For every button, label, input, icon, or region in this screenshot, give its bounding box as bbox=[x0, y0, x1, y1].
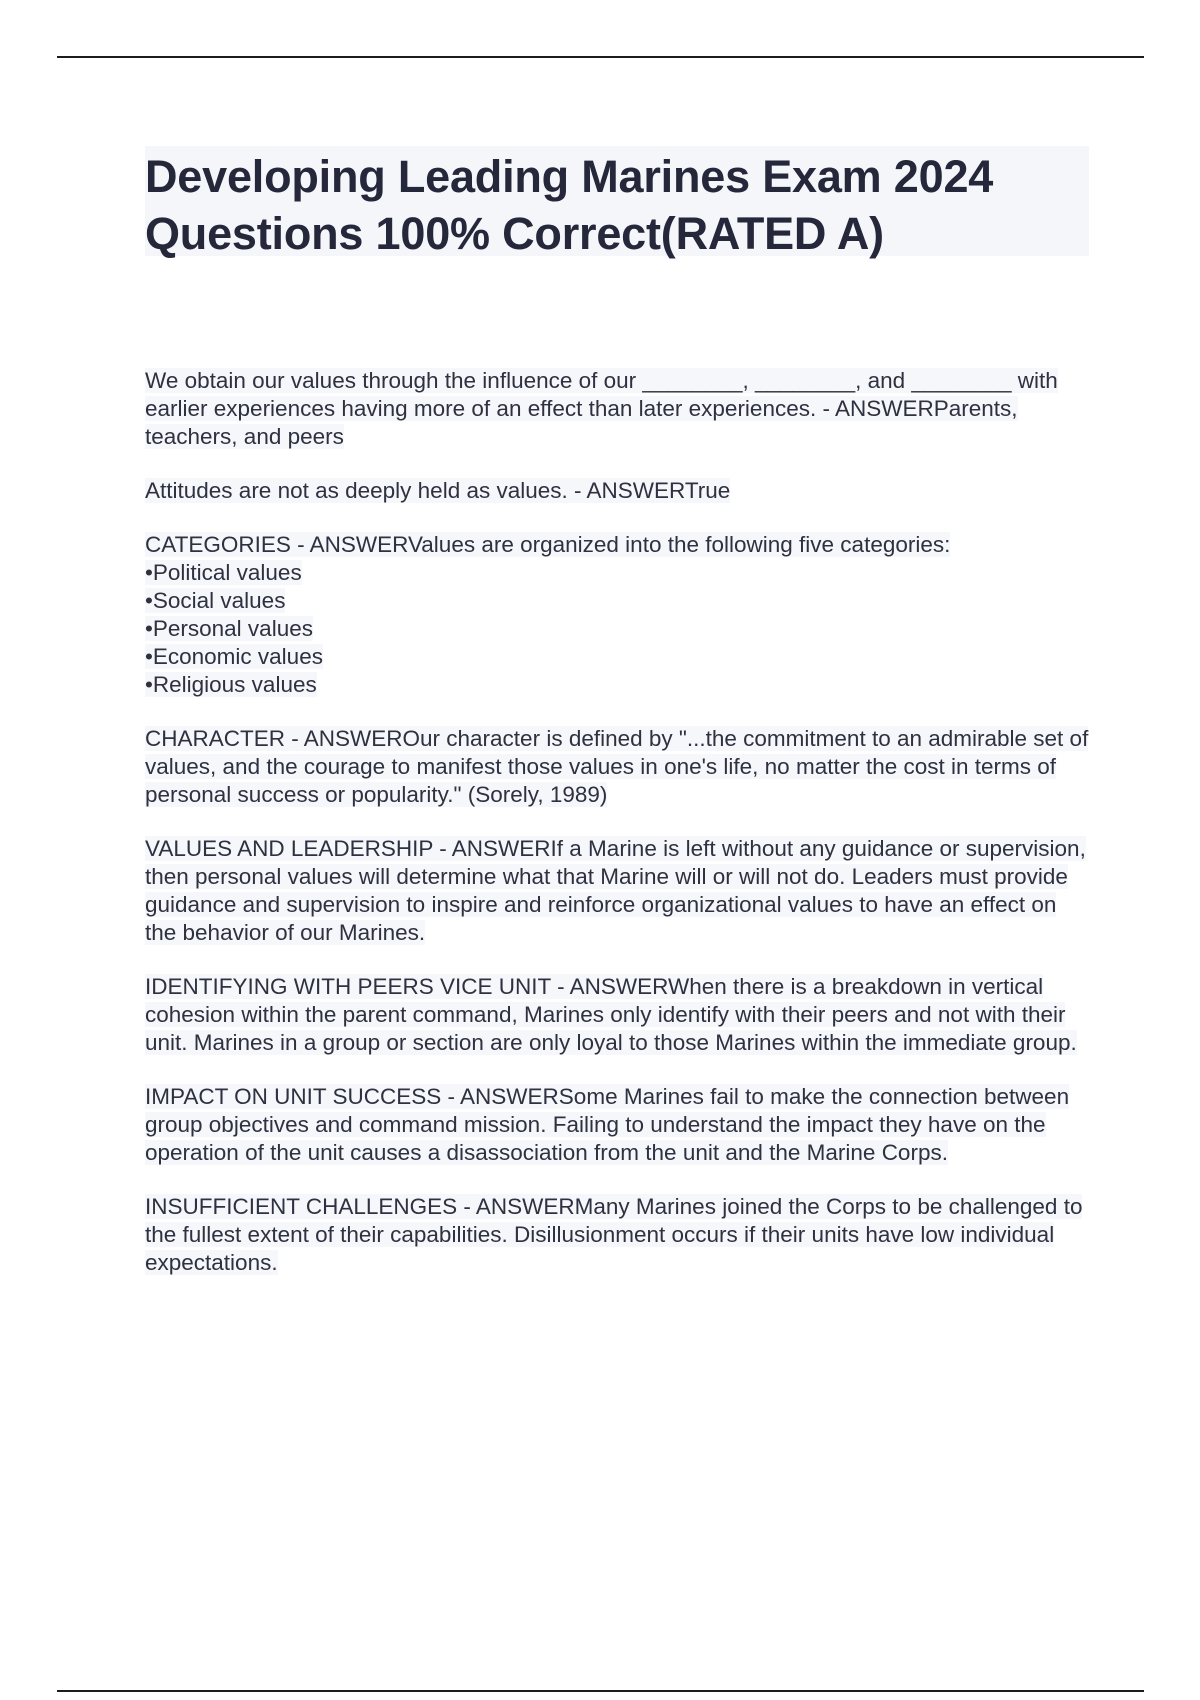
qa-entry bbox=[145, 973, 1089, 1057]
qa-entry bbox=[145, 835, 1089, 947]
qa-entry-text: CHARACTER - ANSWEROur character is defined by "...the commitment to an admirable set of values, and the courage to manifest those values in one's life, no matter the cost in terms of personal success or popularity." (Sorely, 1989) bbox=[145, 726, 1089, 807]
qa-entry-text: Attitudes are not as deeply held as values. - ANSWERTrue bbox=[145, 478, 731, 503]
qa-entry-text: VALUES AND LEADERSHIP - ANSWERIf a Marine is left without any guidance or supervision, then personal values will determine what that Marine will or will not do. Leaders must provide guidance and supervision to inspire and reinforce organizational values to have an effect on the behavior of our Marines. bbox=[145, 836, 1086, 945]
top-divider bbox=[57, 56, 1144, 58]
qa-entry-text: CATEGORIES - ANSWERValues are organized into the following five categories: •Political values •Social values •Personal values •Economic values •Religious values bbox=[145, 532, 951, 697]
bottom-divider bbox=[57, 1690, 1144, 1692]
qa-entry bbox=[145, 1193, 1089, 1277]
qa-entry-text: INSUFFICIENT CHALLENGES - ANSWERMany Marines joined the Corps to be challenged to the fullest extent of their capabilities. Disillusionment occurs if their units have low individual expectations. bbox=[145, 1194, 1083, 1275]
qa-entry-text: We obtain our values through the influence of our ________, ________, and ________ with earlier experiences having more of an effect than later experiences. - ANSWERParents, teachers, and peers bbox=[145, 368, 1058, 449]
qa-entry bbox=[145, 1083, 1089, 1167]
qa-entry-text: IMPACT ON UNIT SUCCESS - ANSWERSome Marines fail to make the connection between group objectives and command mission. Failing to understand the impact they have on the operation of the unit causes a disassociation from the unit and the Marine Corps. bbox=[145, 1084, 1070, 1165]
qa-entry bbox=[145, 367, 1089, 451]
qa-entry bbox=[145, 725, 1089, 809]
qa-entry-text: IDENTIFYING WITH PEERS VICE UNIT - ANSWERWhen there is a breakdown in vertical cohesion within the parent command, Marines only identify with their peers and not with their unit. Marines in a group or section are only loyal to those Marines within the immediate group. bbox=[145, 974, 1077, 1055]
qa-entry bbox=[145, 531, 1089, 699]
qa-list bbox=[145, 367, 1089, 1303]
qa-entry bbox=[145, 477, 1089, 505]
document-title: Developing Leading Marines Exam 2024 Questions 100% Correct(RATED A) bbox=[145, 151, 994, 259]
